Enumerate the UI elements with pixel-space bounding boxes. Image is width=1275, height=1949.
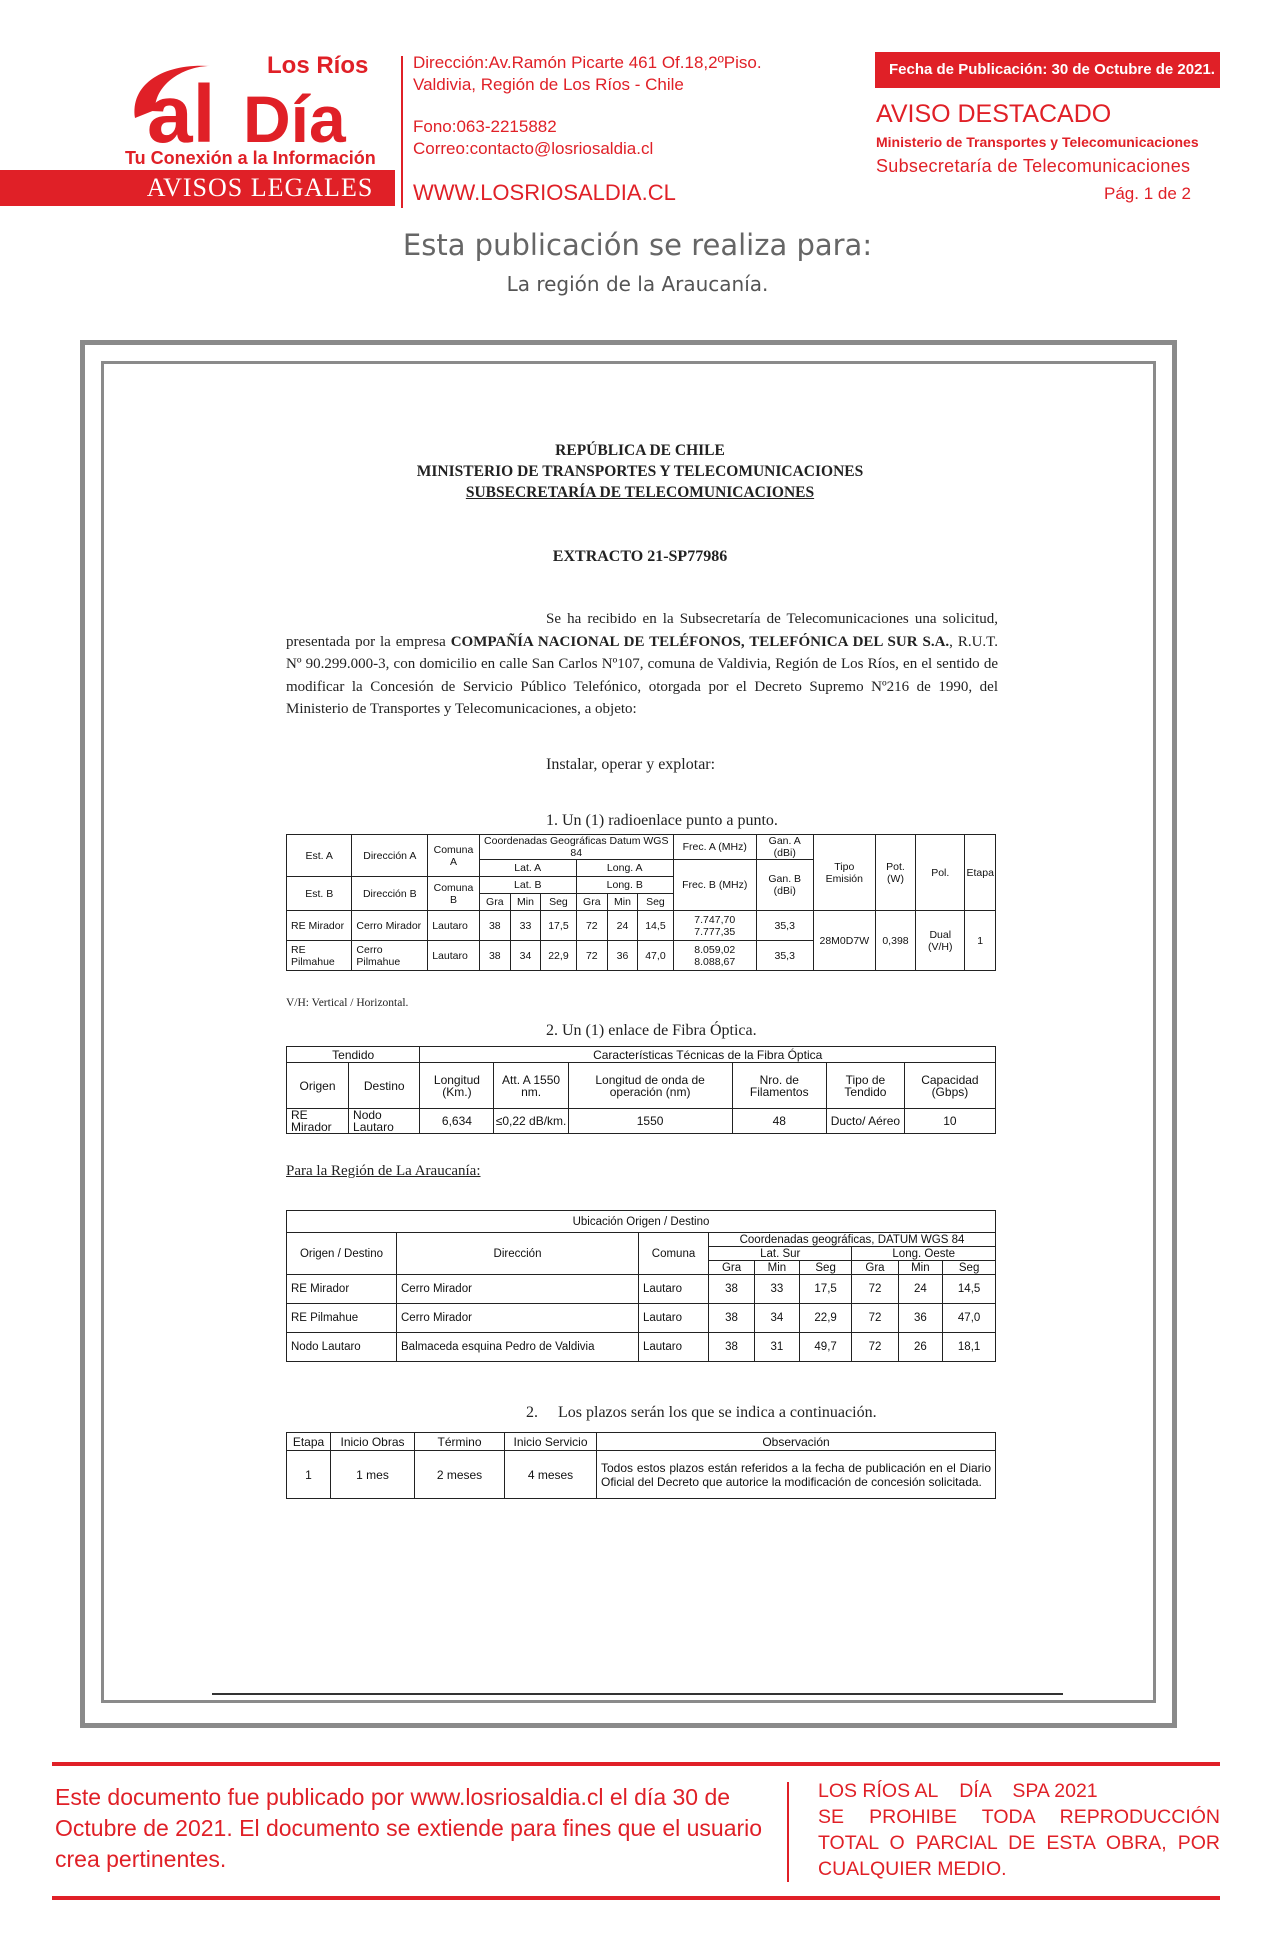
cell-filamentos: 48 xyxy=(732,1109,826,1134)
th-lat-seg: Seg xyxy=(541,894,577,911)
cell-gan: 35,3 xyxy=(756,911,813,941)
cell-lat-g: 38 xyxy=(709,1333,755,1362)
th-dir-a: Dirección A xyxy=(352,835,428,877)
footer-bottom-rule xyxy=(52,1896,1220,1900)
footer-copyright-line2: SE PROHIBE TODA REPRODUCCIÓN TOTAL O PARCIAL DE ESTA OBRA, POR CUALQUIER MEDIO. xyxy=(818,1806,1220,1880)
cell-tipo: 28M0D7W xyxy=(813,911,875,971)
th-tendido: Tendido xyxy=(287,1047,420,1063)
notice-type: AVISO DESTACADO xyxy=(876,100,1112,128)
cell-lon-s: 18,1 xyxy=(943,1333,996,1362)
cell-lat-g: 38 xyxy=(479,941,510,971)
cell-etapa: 1 xyxy=(965,911,996,971)
cell-direccion: Cerro Mirador xyxy=(397,1304,639,1333)
th-coords: Coordenadas Geográficas Datum WGS 84 xyxy=(479,835,673,860)
th-comuna: Comuna xyxy=(639,1233,709,1275)
cell-lon-m: 24 xyxy=(607,911,637,941)
subsecretaria-name: Subsecretaría de Telecomunicaciones xyxy=(876,156,1191,176)
address-line-1: Dirección:Av.Ramón Picarte 461 Of.18,2ºPiso. xyxy=(413,53,762,72)
cell-comuna: Lautaro xyxy=(639,1275,709,1304)
footer-top-rule xyxy=(52,1762,1220,1766)
email-link[interactable]: Correo:contacto@losriosaldia.cl xyxy=(413,139,654,158)
table-row xyxy=(287,1304,996,1333)
th-destino: Destino xyxy=(349,1063,420,1109)
avisos-legales-label: AVISOS LEGALES xyxy=(146,173,374,202)
cell-tipo: Ducto/ Aéreo xyxy=(827,1109,905,1134)
cell-capacidad: 10 xyxy=(904,1109,995,1134)
document-heading xyxy=(260,440,1020,503)
cell-destino: Nodo Lautaro xyxy=(349,1109,420,1134)
plazos-section-title: 2. Los plazos serán los que se indica a continuación. xyxy=(526,1404,877,1421)
fibra-section-title: 2. Un (1) enlace de Fibra Óptica. xyxy=(546,1022,757,1039)
th-filamentos: Nro. de Filamentos xyxy=(732,1063,826,1109)
cell-onda: 1550 xyxy=(568,1109,732,1134)
table-row xyxy=(287,1109,996,1134)
th-lon-seg: Seg xyxy=(638,894,674,911)
th-comuna-b: Comuna B xyxy=(428,877,480,911)
cell-lat-s: 17,5 xyxy=(799,1275,852,1304)
publication-date-badge: Fecha de Publicación: 30 de Octubre de 2021. xyxy=(875,52,1220,88)
th-gan-b: Gan. B (dBi) xyxy=(756,860,813,911)
cell-lon-s: 47,0 xyxy=(943,1304,996,1333)
para-text-1: Se ha recibido en la Subsecretaría de Telecomunicaciones una solicitud, presentada por la empresa xyxy=(286,611,998,650)
th-long-oeste: Long. Oeste xyxy=(852,1247,996,1261)
th-lat-min: Min xyxy=(510,894,540,911)
th-ubicacion: Ubicación Origen / Destino xyxy=(287,1211,996,1233)
th-coords: Coordenadas geográficas, DATUM WGS 84 xyxy=(709,1233,996,1247)
th-frec-a: Frec. A (MHz) xyxy=(673,835,756,860)
th-longitud: Longitud (Km.) xyxy=(420,1063,494,1109)
website-link[interactable]: WWW.LOSRIOSALDIA.CL xyxy=(413,180,676,205)
cell-lon-m: 36 xyxy=(898,1304,943,1333)
page-header xyxy=(0,0,1275,215)
cell-att: ≤0,22 dB/km. xyxy=(494,1109,568,1134)
publication-purpose: Esta publicación se realiza para: xyxy=(402,228,873,262)
svg-text:al: al xyxy=(147,69,216,150)
cell-lon-m: 24 xyxy=(898,1275,943,1304)
th-att: Att. A 1550 nm. xyxy=(494,1063,568,1109)
th-dir-b: Dirección B xyxy=(352,877,428,911)
cell-comuna: Lautaro xyxy=(428,941,480,971)
th-caracteristicas: Características Técnicas de la Fibra Óptica xyxy=(420,1047,996,1063)
logo-mark-icon xyxy=(125,58,395,150)
cell-direccion: Balmaceda esquina Pedro de Valdivia xyxy=(397,1333,639,1362)
cell-lat-s: 49,7 xyxy=(799,1333,852,1362)
th-direccion: Dirección xyxy=(397,1233,639,1275)
footer-copyright xyxy=(818,1778,1220,1882)
heading-subsecretaria: SUBSECRETARÍA DE TELECOMUNICACIONES xyxy=(465,484,815,501)
ministry-name: Ministerio de Transportes y Telecomunicaciones xyxy=(876,134,1199,150)
cell-lat-s: 22,9 xyxy=(541,941,577,971)
table-row xyxy=(287,1451,996,1499)
th-capacidad: Capacidad (Gbps) xyxy=(904,1063,995,1109)
phone: Fono:063-2215882 xyxy=(413,117,557,136)
th-origen-destino: Origen / Destino xyxy=(287,1233,397,1275)
cell-lon-m: 26 xyxy=(898,1333,943,1362)
para-text-2: , R.U.T. Nº 90.299.000-3, con domicilio en calle San Carlos Nº107, comuna de Valdivia, Región de Los Ríos, en el sentido de modificar la Concesión de Servicio Público Telefónico, otorgada por el Decreto Supremo Nº216 de 1990, del Ministerio de Transportes y Telecomunicaciones, a objeto: xyxy=(286,633,998,717)
cell-pol: Dual (V/H) xyxy=(916,911,965,971)
cell-lat-s: 22,9 xyxy=(799,1304,852,1333)
th-inicio-servicio: Inicio Servicio xyxy=(505,1433,597,1451)
header-divider xyxy=(401,56,403,208)
th-lat-a: Lat. A xyxy=(479,860,576,877)
th-lon-min: Min xyxy=(898,1261,943,1275)
extracto-number: EXTRACTO 21-SP77986 xyxy=(552,548,728,565)
cell-comuna: Lautaro xyxy=(428,911,480,941)
contact-info xyxy=(413,52,762,160)
cell-direccion: Cerro Mirador xyxy=(397,1275,639,1304)
cell-est: RE Mirador xyxy=(287,911,352,941)
cell-lon-s: 14,5 xyxy=(943,1275,996,1304)
th-est-b: Est. B xyxy=(287,877,352,911)
cell-gan: 35,3 xyxy=(756,941,813,971)
th-est-a: Est. A xyxy=(287,835,352,877)
cell-pot: 0,398 xyxy=(875,911,915,971)
cell-lat-m: 31 xyxy=(755,1333,800,1362)
th-lat-sur: Lat. Sur xyxy=(709,1247,852,1261)
instalar-label: Instalar, operar y explotar: xyxy=(546,756,716,773)
th-lon-min: Min xyxy=(607,894,637,911)
table-row xyxy=(287,1275,996,1304)
logo-tagline: Tu Conexión a la Información xyxy=(125,148,376,168)
th-lat-min: Min xyxy=(755,1261,800,1275)
th-termino: Término xyxy=(415,1433,505,1451)
cell-origen-destino: RE Mirador xyxy=(287,1275,397,1304)
th-etapa: Etapa xyxy=(965,835,996,911)
cell-lat-g: 38 xyxy=(709,1275,755,1304)
th-lon-gra: Gra xyxy=(852,1261,898,1275)
cell-lat-m: 33 xyxy=(755,1275,800,1304)
cell-lon-m: 36 xyxy=(607,941,637,971)
th-frec-b: Frec. B (MHz) xyxy=(673,860,756,911)
svg-text:Día: Día xyxy=(243,82,346,150)
cell-lon-g: 72 xyxy=(576,911,607,941)
cell-comuna: Lautaro xyxy=(639,1333,709,1362)
footer-publication-note: Este documento fue publicado por www.losriosaldia.cl el día 30 de Octubre de 2021. El documento se extiende para fines que el usuario crea pertinentes. xyxy=(55,1784,763,1872)
cell-longitud: 6,634 xyxy=(420,1109,494,1134)
cell-lon-g: 72 xyxy=(852,1275,898,1304)
th-etapa: Etapa xyxy=(287,1433,331,1451)
cell-lon-s: 14,5 xyxy=(638,911,674,941)
th-lat-gra: Gra xyxy=(709,1261,755,1275)
th-observacion: Observación xyxy=(597,1433,996,1451)
cell-lon-g: 72 xyxy=(852,1333,898,1362)
plazos-table xyxy=(286,1432,996,1499)
cell-dir: Cerro Pilmahue xyxy=(352,941,428,971)
cell-origen-destino: RE Pilmahue xyxy=(287,1304,397,1333)
cell-origen-destino: Nodo Lautaro xyxy=(287,1333,397,1362)
cell-est: RE Pilmahue xyxy=(287,941,352,971)
cell-lat-m: 34 xyxy=(510,941,540,971)
th-lon-gra: Gra xyxy=(576,894,607,911)
cell-lon-s: 47,0 xyxy=(638,941,674,971)
th-long-a: Long. A xyxy=(576,860,673,877)
region-label: Para la Región de La Araucanía: xyxy=(286,1163,481,1179)
cell-lat-s: 17,5 xyxy=(541,911,577,941)
cell-inicio-obras: 1 mes xyxy=(331,1451,415,1499)
fibra-optica-table xyxy=(286,1046,996,1134)
th-tipo: Tipo Emisión xyxy=(813,835,875,911)
cell-observacion: Todos estos plazos están referidos a la fecha de publicación en el Diario Oficial del Decreto que autorice la modificación de concesión solicitada. xyxy=(597,1451,996,1499)
body-paragraph xyxy=(286,608,998,721)
polarization-note: V/H: Vertical / Horizontal. xyxy=(286,997,409,1009)
para-company: COMPAÑÍA NACIONAL DE TELÉFONOS, TELEFÓNICA DEL SUR S.A. xyxy=(450,633,950,650)
cell-inicio-servicio: 4 meses xyxy=(505,1451,597,1499)
th-pol: Pol. xyxy=(916,835,965,911)
page-indicator: Pág. 1 de 2 xyxy=(1104,184,1191,203)
th-pot: Pot. (W) xyxy=(875,835,915,911)
cell-lat-g: 38 xyxy=(709,1304,755,1333)
table-row xyxy=(287,1333,996,1362)
publication-region: La región de la Araucanía. xyxy=(506,272,769,296)
table-row xyxy=(287,911,996,941)
cell-lat-m: 33 xyxy=(510,911,540,941)
th-comuna-a: Comuna A xyxy=(428,835,480,877)
cell-lat-g: 38 xyxy=(479,911,510,941)
address-line-2: Valdivia, Región de Los Ríos - Chile xyxy=(413,75,684,94)
th-lat-seg: Seg xyxy=(799,1261,852,1275)
heading-ministerio: MINISTERIO DE TRANSPORTES Y TELECOMUNICACIONES xyxy=(416,463,864,480)
th-long-b: Long. B xyxy=(576,877,673,894)
cell-comuna: Lautaro xyxy=(639,1304,709,1333)
th-origen: Origen xyxy=(287,1063,349,1109)
cell-termino: 2 meses xyxy=(415,1451,505,1499)
cell-frec: 7.747,70 7.777,35 xyxy=(673,911,756,941)
cell-lat-m: 34 xyxy=(755,1304,800,1333)
th-lat-b: Lat. B xyxy=(479,877,576,894)
ubicacion-table xyxy=(286,1210,996,1362)
footer-divider xyxy=(787,1782,789,1882)
cell-etapa: 1 xyxy=(287,1451,331,1499)
cell-origen: RE Mirador xyxy=(287,1109,349,1134)
th-lat-gra: Gra xyxy=(479,894,510,911)
cell-dir: Cerro Mirador xyxy=(352,911,428,941)
th-lon-seg: Seg xyxy=(943,1261,996,1275)
th-onda: Longitud de onda de operación (nm) xyxy=(568,1063,732,1109)
th-gan-a: Gan. A (dBi) xyxy=(756,835,813,860)
radio-section-title: 1. Un (1) radioenlace punto a punto. xyxy=(546,812,778,829)
cell-lon-g: 72 xyxy=(852,1304,898,1333)
th-inicio-obras: Inicio Obras xyxy=(331,1433,415,1451)
cell-frec: 8.059,02 8.088,67 xyxy=(673,941,756,971)
th-tipo-tendido: Tipo de Tendido xyxy=(827,1063,905,1109)
document-bottom-rule xyxy=(212,1693,1063,1695)
cell-lon-g: 72 xyxy=(576,941,607,971)
radioenlace-table xyxy=(286,834,996,971)
heading-republica: REPÚBLICA DE CHILE xyxy=(555,442,725,459)
footer-copyright-line1: LOS RÍOS AL DÍA SPA 2021 xyxy=(818,1780,1098,1802)
logo-los-rios-text: Los Ríos xyxy=(267,52,369,79)
